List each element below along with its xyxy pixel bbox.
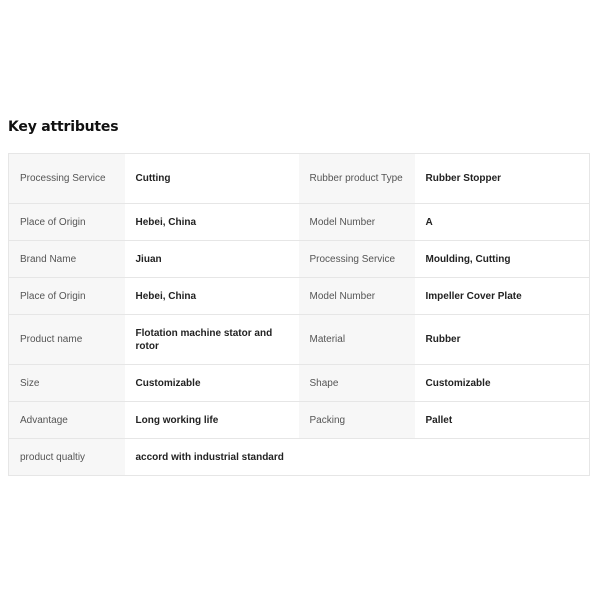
table-row [9,204,590,241]
table-row [9,278,590,315]
attribute-value: accord with industrial standard [125,439,299,476]
attribute-label: Model Number [299,204,415,241]
empty-cell [415,439,590,476]
attribute-value: Rubber Stopper [415,154,590,204]
section-title: Key attributes [8,119,119,135]
attribute-label: Brand Name [9,241,125,278]
attribute-label: Shape [299,365,415,402]
attribute-value: Flotation machine stator and rotor [125,315,299,365]
empty-cell [299,439,415,476]
attribute-label: Place of Origin [9,204,125,241]
attribute-value: Pallet [415,402,590,439]
attribute-value: Rubber [415,315,590,365]
table-row [9,365,590,402]
attribute-label: Packing [299,402,415,439]
attribute-label: Advantage [9,402,125,439]
table-row [9,154,590,204]
key-attributes-table [8,153,590,476]
attribute-label: Processing Service [299,241,415,278]
attribute-label: Product name [9,315,125,365]
attribute-value: Long working life [125,402,299,439]
attribute-value: Hebei, China [125,204,299,241]
table-row [9,402,590,439]
table-row [9,241,590,278]
attribute-label: product qualtiy [9,439,125,476]
attribute-value: Customizable [415,365,590,402]
attribute-label: Size [9,365,125,402]
attribute-label: Material [299,315,415,365]
attribute-value: Moulding, Cutting [415,241,590,278]
attribute-label: Model Number [299,278,415,315]
attribute-value: Customizable [125,365,299,402]
attribute-value: Jiuan [125,241,299,278]
attribute-label: Rubber product Type [299,154,415,204]
table-row [9,439,590,476]
attribute-label: Place of Origin [9,278,125,315]
table-row [9,315,590,365]
attribute-value: Hebei, China [125,278,299,315]
attribute-label: Processing Service [9,154,125,204]
attribute-value: Impeller Cover Plate [415,278,590,315]
attribute-value: A [415,204,590,241]
attribute-value: Cutting [125,154,299,204]
